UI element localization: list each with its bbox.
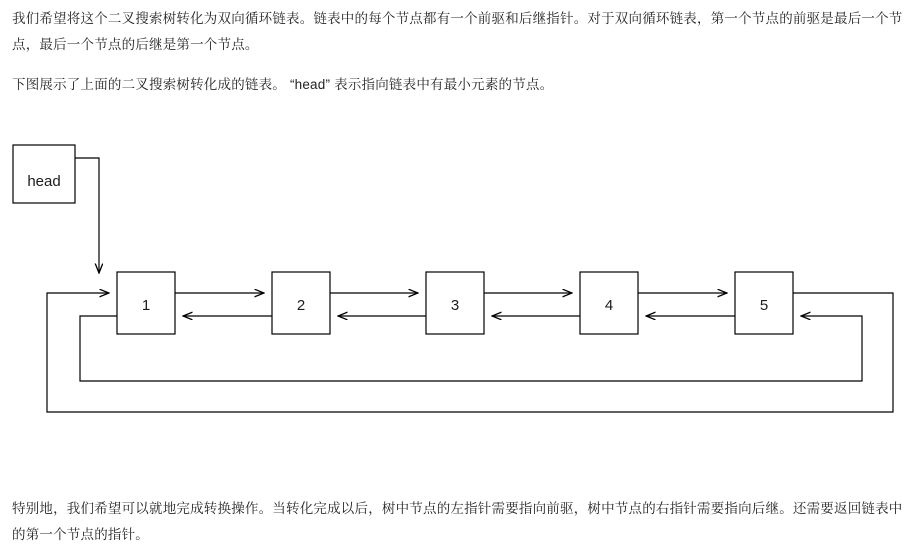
node-label-2: 2 <box>296 297 306 314</box>
node-label-3: 3 <box>450 297 460 314</box>
node-box-4 <box>580 272 638 334</box>
paragraph-intro: 我们希望将这个二叉搜索树转化为双向循环链表。链表中的每个节点都有一个前驱和后继指针。对于双向循环链表，第一个节点的前驱是最后一个节点，最后一个节点的后继是第一个节点。 <box>12 11 903 52</box>
doubly-linked-list-diagram <box>0 130 920 440</box>
node-label-5: 5 <box>759 297 769 314</box>
node-box-5 <box>735 272 793 334</box>
node-label-4: 4 <box>604 297 614 314</box>
head-box-label: head <box>27 173 61 190</box>
paragraph-note: 特别地，我们希望可以就地完成转换操作。当转化完成以后，树中节点的左指针需要指向前驱，树中节点的右指针需要指向后继。还需要返回链表中的第一个节点的指针。 <box>12 501 903 542</box>
node-box-1 <box>117 272 175 334</box>
node-box-3 <box>426 272 484 334</box>
head-box <box>13 145 75 203</box>
node-label-1: 1 <box>141 297 151 314</box>
node-box-2 <box>272 272 330 334</box>
paragraph-figure-caption: 下图展示了上面的二叉搜索树转化成的链表。 “head” 表示指向链表中有最小元素的节点。 <box>12 77 554 92</box>
head-pointer-arrow <box>75 158 99 273</box>
